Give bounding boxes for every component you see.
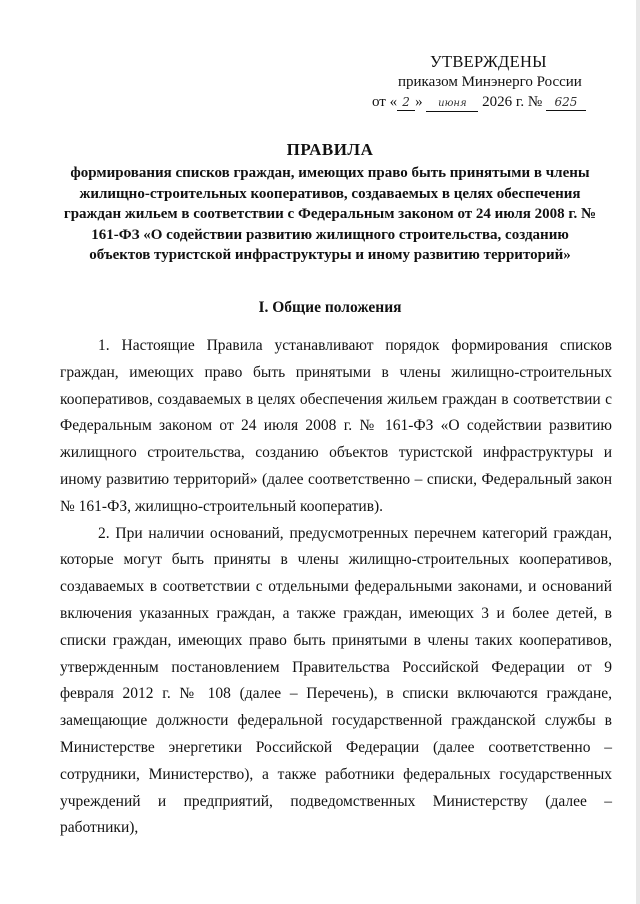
- approval-date-line: [372, 93, 586, 112]
- handwritten-order-number: 625: [546, 95, 586, 111]
- title-main: ПРАВИЛА: [286, 140, 374, 159]
- date-year: 2026 г. №: [482, 94, 543, 110]
- section-heading: I. Общие положения: [258, 299, 402, 316]
- handwritten-day: 2: [397, 95, 415, 111]
- approval-title: УТВЕРЖДЕНЫ: [430, 52, 547, 71]
- approval-order-line: приказом Минэнерго России: [398, 74, 582, 90]
- paragraph-2: 2. При наличии оснований, предусмотренных перечнем категорий граждан, которые могут быть приняты в члены жилищно-строительных кооперативов, создаваемых в соответствии с отдельными федеральными законами, и оснований включения указанных граждан, а также граждан, имеющих 3 и более детей, в списки граждан, имеющих право быть принятыми в члены таких кооперативов, утвержденным постановлением Правительства Российской Федерации от 9 февраля 2012 г. № 108 (далее – Перечень), в списки включаются граждане, замещающие должности федеральной государственной гражданской службы в Министерстве энергетики Российской Федерации (далее соответственно – сотрудники, Министерство), а также работники федеральных государственных учреждений и предприятий, подведомственных Министерству (далее – работники),: [60, 524, 612, 837]
- body-text: [60, 333, 612, 842]
- date-prefix: от «: [372, 94, 398, 110]
- title-subtitle: формирования списков граждан, имеющих право быть принятыми в члены жилищно-строительных кооперативов, создаваемых в целях обеспечения граждан жильем в соответствии с Федеральным законом от 24 июля 2008 г. № 161-ФЗ «О содействии развитию жилищного строительства, созданию объектов туристской инфраструктуры и иному развитию территорий»: [63, 165, 597, 263]
- date-day-close: »: [415, 94, 423, 110]
- handwritten-month: июня: [426, 96, 478, 112]
- scan-edge: [636, 0, 640, 904]
- document-title: [60, 140, 600, 266]
- paragraph-1: 1. Настоящие Правила устанавливают порядок формирования списков граждан, имеющих право быть принятыми в члены жилищно-строительных кооперативов, создаваемых в целях обеспечения жильем граждан в соответствии с Федеральным законом от 24 июля 2008 г. № 161-ФЗ «О содействии развитию жилищного строительства, созданию объектов туристской инфраструктуры и иному развитию территорий» (далее соответственно – списки, Федеральный закон № 161-ФЗ, жилищно-строительный кооператив).: [60, 337, 612, 515]
